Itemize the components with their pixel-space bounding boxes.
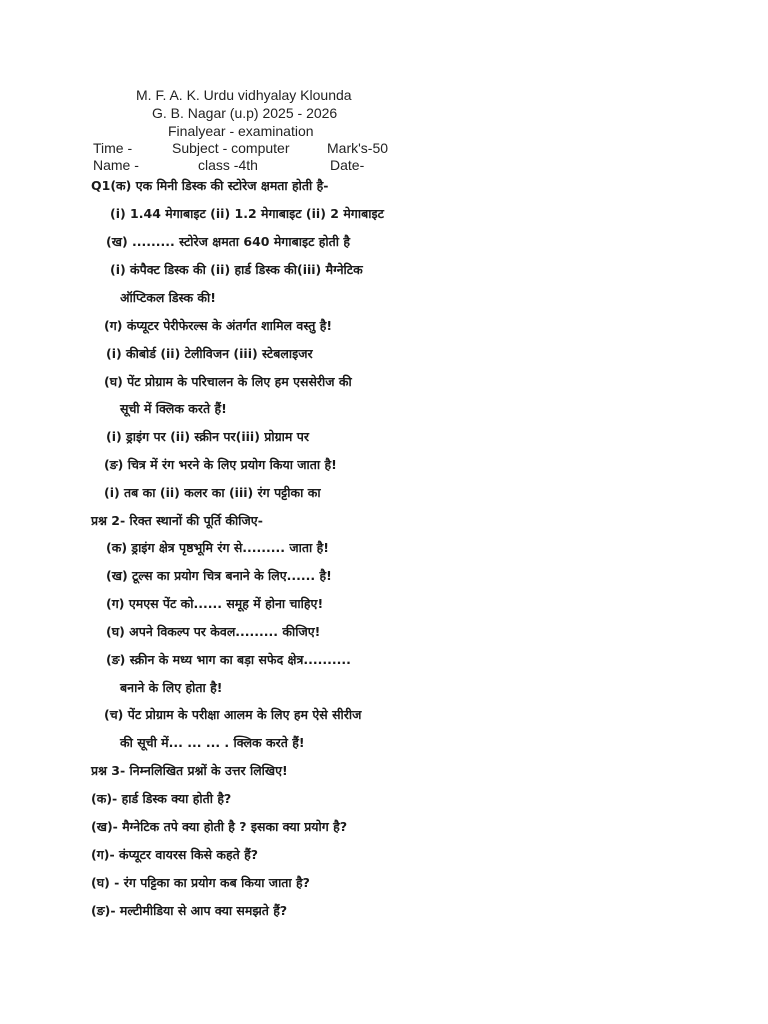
q2-title: प्रश्न 2- रिक्त स्थानों की पूर्ति कीजिए- bbox=[91, 513, 263, 528]
name-label: Name - bbox=[93, 157, 139, 173]
q3-gha: (घ) - रंग पट्टिका का प्रयोग कब किया जाता है? bbox=[91, 875, 310, 890]
q1-gha-line2: सूची में क्लिक करते हैं! bbox=[120, 401, 227, 416]
q1-gha-line1: (घ) पेंट प्रोग्राम के परिचालन के लिए हम एससेरीज की bbox=[104, 374, 352, 389]
q3-ga: (ग)- कंप्यूटर वायरस किसे कहते हैं? bbox=[91, 847, 258, 862]
q2-cha-line2: की सूची में... ... ... . क्लिक करते हैं! bbox=[120, 735, 305, 750]
q1-kha-options-line2: ऑप्टिकल डिस्क की! bbox=[120, 290, 216, 305]
class-label: class -4th bbox=[198, 157, 258, 173]
q1-ga-options: (i) कीबोर्ड (ii) टेलीविजन (iii) स्टेबलाइजर bbox=[106, 346, 313, 361]
subject-label: Subject - computer bbox=[172, 140, 290, 156]
q3-da: (ङ)- मल्टीमीडिया से आप क्या समझते हैं? bbox=[91, 903, 288, 918]
q1-ka-options: (i) 1.44 मेगाबाइट (ii) 1.2 मेगाबाइट (ii) 2 मेगाबाइट bbox=[110, 206, 384, 221]
q1-gha-options: (i) ड्राइंग पर (ii) स्क्रीन पर(iii) प्रोग्राम पर bbox=[106, 429, 309, 444]
time-label: Time - bbox=[93, 140, 133, 156]
q1-da-options: (i) तब का (ii) कलर का (iii) रंग पट्टीका का bbox=[104, 485, 321, 500]
q2-cha-line1: (च) पेंट प्रोग्राम के परीक्षा आलम के लिए हम ऐसे सीरीज bbox=[104, 707, 362, 722]
q1-ga: (ग) कंप्यूटर पेरीफेरल्स के अंतर्गत शामिल वस्तु है! bbox=[104, 318, 333, 333]
q2-gha: (घ) अपने विकल्प पर केवल......... कीजिए! bbox=[106, 624, 321, 639]
q2-ka: (क) ड्राइंग क्षेत्र पृष्ठभूमि रंग से......... जाता है! bbox=[106, 540, 329, 555]
date-label: Date- bbox=[330, 157, 365, 173]
q1-ka: Q1(क) एक मिनी डिस्क की स्टोरेज क्षमता होती है- bbox=[91, 178, 329, 193]
school-name: M. F. A. K. Urdu vidhyalay Klounda bbox=[136, 87, 352, 103]
exam-title: Finalyear - examination bbox=[168, 123, 314, 139]
place-session: G. B. Nagar (u.p) 2025 - 2026 bbox=[152, 105, 338, 121]
q2-kha: (ख) टूल्स का प्रयोग चित्र बनाने के लिए...... है! bbox=[106, 568, 332, 583]
q2-da-line1: (ङ) स्क्रीन के मध्य भाग का बड़ा सफेद क्षेत्र.......... bbox=[106, 652, 351, 667]
q2-ga: (ग) एमएस पेंट को...... समूह में होना चाहिए! bbox=[106, 596, 324, 611]
q3-title: प्रश्न 3- निम्नलिखित प्रश्नों के उत्तर लिखिए! bbox=[91, 763, 288, 778]
q1-da: (ङ) चित्र में रंग भरने के लिए प्रयोग किया जाता है! bbox=[104, 457, 337, 472]
q3-ka: (क)- हार्ड डिस्क क्या होती है? bbox=[91, 791, 232, 806]
marks-label: Mark's-50 bbox=[327, 140, 389, 156]
q3-kha: (ख)- मैग्नेटिक तपे क्या होती है ? इसका क्या प्रयोग है? bbox=[91, 819, 348, 834]
q2-da-line2: बनाने के लिए होता है! bbox=[120, 680, 223, 695]
q1-kha: (ख) ......... स्टोरेज क्षमता 640 मेगाबाइट होती है bbox=[106, 234, 350, 249]
q1-kha-options-line1: (i) कंपैक्ट डिस्क की (ii) हार्ड डिस्क की(iii) मैग्नेटिक bbox=[110, 262, 363, 277]
